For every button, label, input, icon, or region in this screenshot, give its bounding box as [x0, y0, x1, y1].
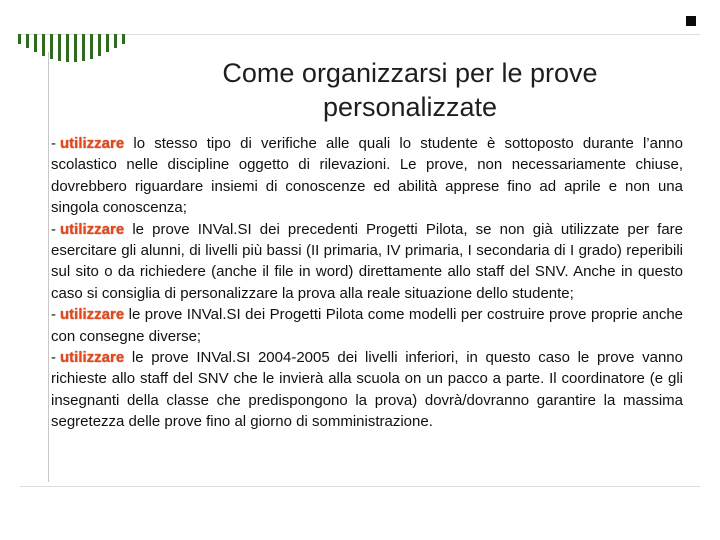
page-title	[150, 56, 670, 124]
left-guide-line	[48, 52, 49, 482]
paragraph-text: le prove INVal.SI dei Progetti Pilota come modelli per costruire prove proprie anche con consegne diverse;	[51, 306, 684, 345]
title-line-1: Come organizzarsi per le prove	[222, 58, 598, 88]
paragraph-4	[51, 347, 683, 433]
decorative-bars	[18, 34, 138, 64]
bottom-divider	[20, 486, 700, 487]
highlight-keyword: utilizzare	[60, 220, 125, 238]
highlight-keyword: utilizzare	[60, 349, 125, 367]
paragraph-text: lo stesso tipo di verifiche alle quali lo studente è sottoposto durante l’anno scolastico nelle discipline oggetto di rilevazioni. Le prove, non necessariamente chiuse, dovrebbero riguardare insiemi di conoscenze ed abilità apprese fino ad aprile e non una singola conoscenza;	[51, 135, 683, 217]
paragraph-1	[51, 133, 683, 219]
highlight-keyword: utilizzare	[60, 135, 125, 152]
paragraph-text: le prove INVal.SI dei precedenti Progetti Pilota, se non già utilizzate per fare esercitare gli alunni, di livelli più bassi (II primaria, IV primaria, I secondaria di I grado) reperibili sul sito o da richiedere (anche il file in word) direttamente allo staff del SNV. Anche in questo caso si consiglia di personalizzare la prova alla reale situazione dello studente;	[51, 220, 683, 302]
bullet-dash: -	[51, 135, 56, 152]
paragraph-2	[51, 219, 683, 305]
paragraph-3	[51, 304, 683, 347]
bullet-dash: -	[51, 349, 56, 367]
bullet-dash: -	[51, 220, 56, 238]
highlight-keyword: utilizzare	[60, 306, 125, 324]
paragraph-text: le prove INVal.SI 2004-2005 dei livelli inferiori, in questo caso le prove vanno richieste allo staff del SNV che le invierà alla scuola on un pacco a parte. Il coordinatore (e gli insegnanti della classe che predispongono la prova) dovrà/dovranno garantire la massima segretezza delle prove fino al giorno di somministrazione.	[51, 349, 683, 431]
corner-square	[686, 16, 696, 26]
body-text	[51, 133, 683, 433]
bullet-dash: -	[51, 306, 56, 324]
title-line-2: personalizzate	[322, 92, 498, 122]
